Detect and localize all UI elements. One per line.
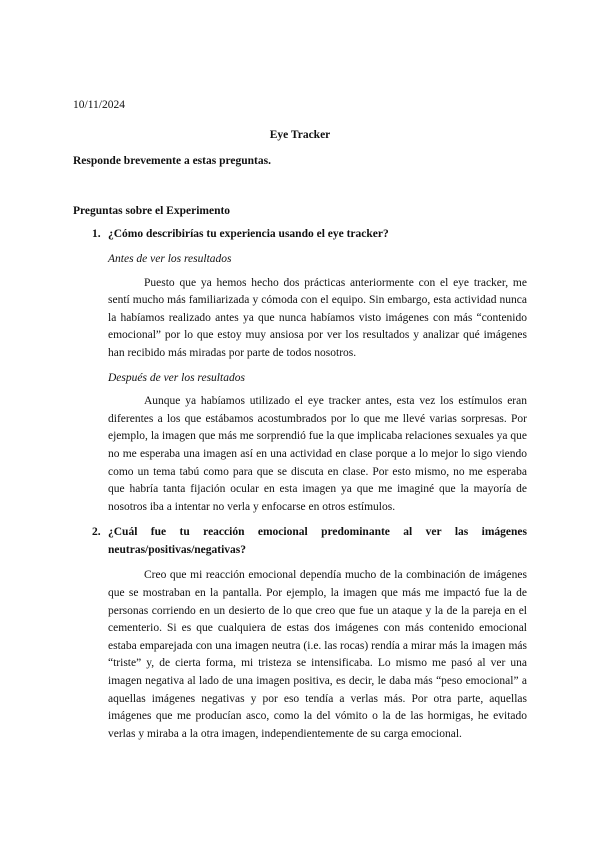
question-text: ¿Cuál fue tu reacción emocional predominante al ver las imágenes neutras/positivas/negativas?	[108, 526, 527, 556]
question-2	[92, 524, 527, 559]
question-number: 2.	[92, 526, 101, 539]
question-text: ¿Cómo describirías tu experiencia usando el eye tracker?	[108, 228, 389, 241]
question-number: 1.	[92, 228, 101, 241]
answer-paragraph-before: Puesto que ya hemos hecho dos prácticas anteriormente con el eye tracker, me sentí mucho más familiarizada y cómoda con el equipo. Sin embargo, esta actividad nunca la habíamos realizado antes ya que nunca habíamos visto imágenes con más “contenido emocional” por lo que estoy muy ansiosa por ver los resultados y analizar qué imágenes han recibido más miradas por parte de todos nosotros.	[108, 276, 527, 359]
instruction-text: Responde brevemente a estas preguntas.	[73, 155, 271, 168]
subsection-heading-before: Antes de ver los resultados	[108, 252, 232, 265]
document-date: 10/11/2024	[73, 99, 125, 111]
subsection-heading-after: Después de ver los resultados	[108, 371, 245, 384]
document-title: Eye Tracker	[269, 128, 331, 141]
answer-paragraph-q2: Creo que mi reacción emocional dependía mucho de la combinación de imágenes que se mostraban en la pantalla. Por ejemplo, la imagen que más me impactó fue la de personas corriendo en un desierto de lo que creo que fue un ataque y la de la pareja en el cementerio. Si es que cualquiera de estas dos imágenes con más contenido emocional estaba emparejada con una imagen neutra (i.e. las rocas) rendía a mirar más la imagen más “triste” y, de cierta forma, mi tristeza se intensificaba. Lo mismo me pasó al ver una imagen negativa al lado de una imagen positiva, es decir, le daba más “peso emocional” a aquellas imágenes negativas y por eso tendía a verlas más. Por otra parte, aquellas imágenes que me producían asco, como la del vómito o la de las hormigas, he evitado verlas y miraba a la otra imagen, independientemente de su carga emocional.	[108, 569, 527, 740]
answer-paragraph-after: Aunque ya habíamos utilizado el eye tracker antes, esta vez los estímulos eran diferentes a los que estábamos acostumbrados por lo que me llevé varias sorpresas. Por ejemplo, la imagen que más me sorprendió fue la que implicaba relaciones sexuales ya que no me esperaba una imagen así en una actividad en clase porque a lo mejor lo sigo viendo como un tema tabú como para que se discuta en clase. Por esto mismo, no me esperaba que habría tanta fijación ocular en esta imagen ya que me imaginé que la mayoría de nosotros iba a intentar no verla y enfocarse en otros estímulos.	[108, 395, 527, 513]
question-1	[92, 226, 527, 244]
section-title: Preguntas sobre el Experimento	[73, 204, 231, 217]
